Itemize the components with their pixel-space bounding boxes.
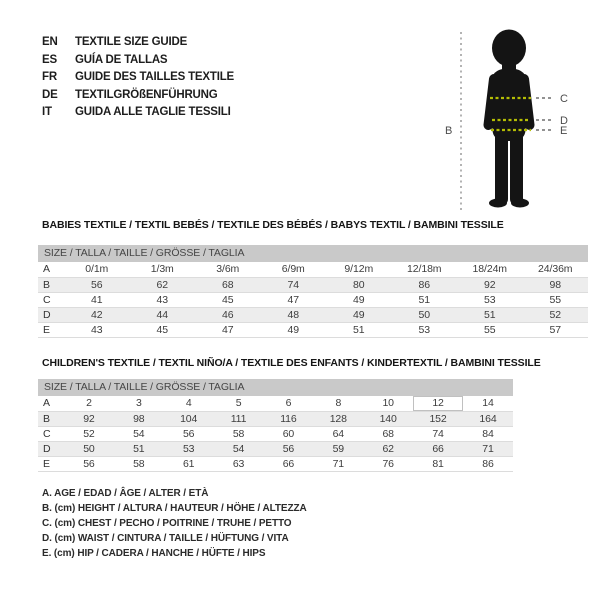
table-cell: 9/12m	[326, 262, 392, 277]
table-cell: 84	[463, 426, 513, 441]
table-cell: 3/6m	[195, 262, 261, 277]
table-cell: 47	[261, 292, 327, 307]
language-row	[42, 34, 234, 52]
table-cell: 116	[264, 411, 314, 426]
table-cell: 81	[413, 456, 463, 471]
babies-table-title: BABIES TEXTILE / TEXTIL BEBÉS / TEXTILE DES BÉBÉS / BABYS TEXTIL / BAMBINI TESSILE	[42, 219, 504, 231]
table-cell: 60	[264, 426, 314, 441]
table-cell: 52	[523, 307, 589, 322]
legend-chest: C. (cm) CHEST / PECHO / POITRINE / TRUHE / PETTO	[42, 518, 292, 529]
table-cell: 51	[114, 441, 164, 456]
legend-hip: E. (cm) HIP / CADERA / HANCHE / HÜFTE / HIPS	[42, 548, 266, 559]
row-label: A	[38, 262, 64, 277]
size-header-band: SIZE / TALLA / TAILLE / GRÖSSE / TAGLIA	[38, 245, 588, 262]
table-cell: 12/18m	[392, 262, 458, 277]
row-label: B	[38, 411, 64, 426]
language-code: ES	[42, 53, 57, 66]
table-row	[38, 426, 513, 441]
table-cell: 49	[326, 292, 392, 307]
table-cell: 68	[363, 426, 413, 441]
table-cell: 6/9m	[261, 262, 327, 277]
language-row	[42, 87, 234, 105]
table-cell: 51	[326, 322, 392, 337]
table-row	[38, 322, 588, 337]
table-cell: 4	[164, 396, 214, 411]
table-cell: 0/1m	[64, 262, 130, 277]
children-table	[38, 396, 513, 472]
row-label: A	[38, 396, 64, 411]
table-cell: 43	[64, 322, 130, 337]
table-cell: 111	[214, 411, 264, 426]
table-row	[38, 396, 513, 411]
language-title: TEXTILGRÖßENFÜHRUNG	[75, 88, 218, 101]
table-cell: 49	[261, 322, 327, 337]
table-cell: 45	[130, 322, 196, 337]
table-cell: 80	[326, 277, 392, 292]
table-row	[38, 411, 513, 426]
table-cell: 98	[114, 411, 164, 426]
table-cell: 53	[457, 292, 523, 307]
language-code: EN	[42, 36, 58, 48]
table-cell: 58	[114, 456, 164, 471]
table-cell: 98	[523, 277, 589, 292]
language-title: GUÍA DE TALLAS	[75, 53, 168, 66]
table-cell: 5	[214, 396, 264, 411]
table-cell: 164	[463, 411, 513, 426]
children-table-title: CHILDREN'S TEXTILE / TEXTIL NIÑO/A / TEXTILE DES ENFANTS / KINDERTEXTIL / BAMBINI TESSILE	[42, 357, 541, 369]
row-label: C	[38, 426, 64, 441]
language-code: DE	[42, 88, 58, 101]
table-row	[38, 277, 588, 292]
table-cell: 45	[195, 292, 261, 307]
language-title: GUIDE DES TAILLES TEXTILE	[75, 71, 234, 83]
table-cell: 66	[264, 456, 314, 471]
table-cell: 92	[64, 411, 114, 426]
children-size-table	[38, 379, 513, 472]
table-cell: 59	[313, 441, 363, 456]
table-cell: 58	[214, 426, 264, 441]
table-cell: 57	[523, 322, 589, 337]
legend-height: B. (cm) HEIGHT / ALTURA / HAUTEUR / HÖHE / ALTEZZA	[42, 503, 307, 514]
table-cell: 56	[64, 456, 114, 471]
table-row	[38, 456, 513, 471]
table-cell: 76	[363, 456, 413, 471]
table-cell: 74	[413, 426, 463, 441]
table-cell: 64	[313, 426, 363, 441]
language-row	[42, 52, 234, 70]
size-header-band: SIZE / TALLA / TAILLE / GRÖSSE / TAGLIA	[38, 379, 513, 396]
row-label: C	[38, 292, 64, 307]
row-label: D	[38, 307, 64, 322]
row-label: D	[38, 441, 64, 456]
height-label-b: B	[445, 125, 453, 137]
child-silhouette-figure	[440, 18, 592, 220]
measurement-legend	[42, 486, 307, 561]
table-cell: 12	[413, 396, 463, 411]
table-cell: 55	[457, 322, 523, 337]
table-cell: 53	[392, 322, 458, 337]
table-cell: 44	[130, 307, 196, 322]
table-cell: 128	[313, 411, 363, 426]
table-cell: 55	[523, 292, 589, 307]
table-cell: 8	[313, 396, 363, 411]
row-label: E	[38, 322, 64, 337]
table-cell: 24/36m	[523, 262, 589, 277]
table-cell: 2	[64, 396, 114, 411]
table-cell: 3	[114, 396, 164, 411]
table-cell: 6	[264, 396, 314, 411]
table-cell: 68	[195, 277, 261, 292]
table-cell: 86	[463, 456, 513, 471]
table-row	[38, 307, 588, 322]
language-code: IT	[42, 106, 52, 118]
table-cell: 1/3m	[130, 262, 196, 277]
table-cell: 56	[164, 426, 214, 441]
table-cell: 41	[64, 292, 130, 307]
table-cell: 74	[261, 277, 327, 292]
hip-label-e: E	[560, 125, 568, 137]
table-cell: 54	[114, 426, 164, 441]
language-row	[42, 104, 234, 122]
table-cell: 50	[64, 441, 114, 456]
row-label: E	[38, 456, 64, 471]
table-cell: 51	[457, 307, 523, 322]
waist-label-d: D	[560, 115, 568, 127]
child-silhouette	[489, 30, 530, 208]
row-label: B	[38, 277, 64, 292]
table-cell: 66	[413, 441, 463, 456]
legend-waist: D. (cm) WAIST / CINTURA / TAILLE / HÜFTUNG / VITA	[42, 533, 289, 544]
table-cell: 86	[392, 277, 458, 292]
table-cell: 47	[195, 322, 261, 337]
language-title: GUIDA ALLE TAGLIE TESSILI	[75, 106, 231, 118]
table-cell: 92	[457, 277, 523, 292]
babies-table	[38, 262, 588, 338]
table-cell: 14	[463, 396, 513, 411]
table-cell: 52	[64, 426, 114, 441]
language-title: TEXTILE SIZE GUIDE	[75, 36, 188, 48]
babies-size-table	[38, 245, 588, 338]
table-cell: 56	[264, 441, 314, 456]
language-title-list	[42, 34, 234, 122]
table-cell: 152	[413, 411, 463, 426]
language-code: FR	[42, 71, 57, 83]
table-cell: 54	[214, 441, 264, 456]
language-row	[42, 69, 234, 87]
table-cell: 104	[164, 411, 214, 426]
chest-label-c: C	[560, 93, 568, 105]
table-cell: 53	[164, 441, 214, 456]
table-cell: 71	[313, 456, 363, 471]
table-cell: 62	[130, 277, 196, 292]
table-cell: 46	[195, 307, 261, 322]
table-row	[38, 262, 588, 277]
table-cell: 10	[363, 396, 413, 411]
table-cell: 62	[363, 441, 413, 456]
measurement-diagram	[440, 18, 592, 220]
table-cell: 51	[392, 292, 458, 307]
table-row	[38, 441, 513, 456]
table-cell: 63	[214, 456, 264, 471]
table-cell: 42	[64, 307, 130, 322]
table-row	[38, 292, 588, 307]
table-cell: 140	[363, 411, 413, 426]
table-cell: 50	[392, 307, 458, 322]
legend-age: A. AGE / EDAD / ÂGE / ALTER / ETÀ	[42, 488, 209, 499]
table-cell: 48	[261, 307, 327, 322]
table-cell: 71	[463, 441, 513, 456]
table-cell: 49	[326, 307, 392, 322]
table-cell: 61	[164, 456, 214, 471]
table-cell: 43	[130, 292, 196, 307]
table-cell: 56	[64, 277, 130, 292]
table-cell: 18/24m	[457, 262, 523, 277]
